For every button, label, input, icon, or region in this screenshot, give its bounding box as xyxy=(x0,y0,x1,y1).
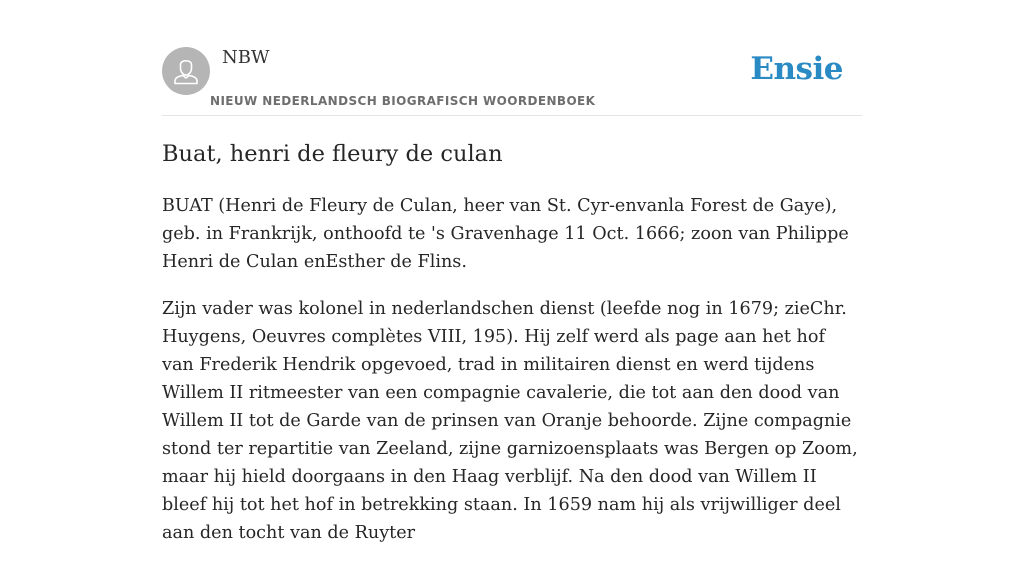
header-divider xyxy=(162,115,862,116)
source-subtitle: NIEUW NEDERLANDSCH BIOGRAFISCH WOORDENBOEK xyxy=(210,94,596,108)
page-title: Buat, henri de fleury de culan xyxy=(162,141,503,167)
avatar[interactable] xyxy=(162,47,210,95)
brand-logo[interactable]: Ensie xyxy=(750,51,843,87)
article-page xyxy=(162,0,862,543)
article-paragraph: BUAT (Henri de Fleury de Culan, heer van St. Cyr-envanla Forest de Gaye), geb. in Frankrijk, onthoofd te 's Gravenhage 11 Oct. 1666; zoon van Philippe Henri de Culan enEsther de Flins. xyxy=(162,196,849,272)
article-body xyxy=(162,192,862,566)
article-paragraph: Zijn vader was kolonel in nederlandschen dienst (leefde nog in 1679; zieChr. Huygens, Oeuvres complètes VIII, 195). Hij zelf werd als page aan het hof van Frederik Hendrik opgevoed, trad in militairen dienst en werd tijdens Willem II ritmeester van een compagnie cavalerie, die tot aan den dood van Willem II tot de Garde van de prinsen van Oranje behoorde. Zijne compagnie stond ter repartitie van Zeeland, zijne garnizoensplaats was Bergen op Zoom, maar hij hield doorgaans in den Haag verblijf. Na den dood van Willem II bleef hij tot het hof in betrekking staan. In 1659 nam hij als vrijwilliger deel aan den tocht van de Ruyter xyxy=(162,299,858,543)
person-icon xyxy=(162,47,210,95)
source-header xyxy=(162,0,862,116)
source-name[interactable]: NBW xyxy=(222,47,270,68)
